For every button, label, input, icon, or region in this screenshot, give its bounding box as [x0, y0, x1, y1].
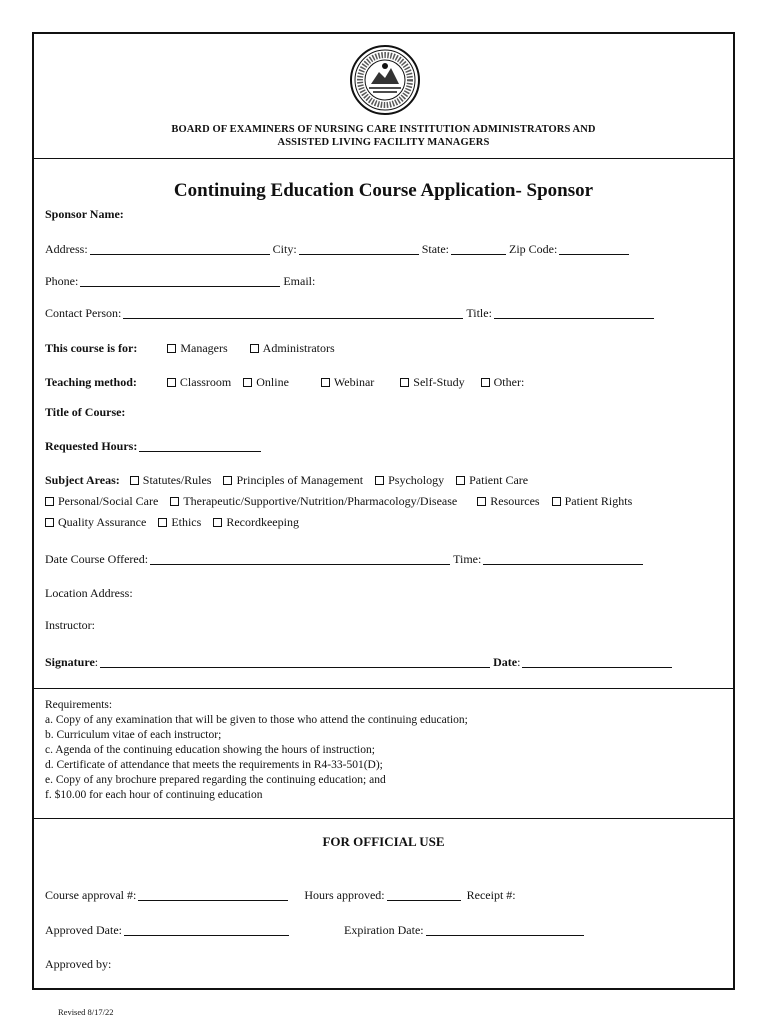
subject-therapeutic[interactable]: Therapeutic/Supportive/Nutrition/Pharmacology/Disease — [170, 494, 457, 509]
requested-hours-label: Requested Hours: — [45, 439, 138, 453]
option-managers[interactable]: Managers — [167, 341, 227, 356]
subject-personal-social-care[interactable]: Personal/Social Care — [45, 494, 158, 509]
requirements-list — [45, 698, 468, 803]
date-offered-field[interactable] — [150, 563, 450, 565]
signature-label: Signature — [45, 655, 95, 669]
checkbox-icon[interactable] — [213, 518, 222, 527]
checkbox-icon[interactable] — [243, 378, 252, 387]
checkbox-icon[interactable] — [400, 378, 409, 387]
approved-date-row — [45, 923, 721, 938]
expiration-date-field[interactable] — [426, 934, 584, 936]
sponsor-name-label: Sponsor Name: — [45, 207, 124, 221]
checkbox-icon[interactable] — [250, 344, 259, 353]
receipt-label: Receipt #: — [466, 888, 516, 902]
option-other[interactable]: Other: — [481, 375, 525, 390]
subject-principles-management[interactable]: Principles of Management — [223, 473, 363, 488]
requested-hours-row — [45, 439, 721, 454]
hours-approved-field[interactable] — [387, 899, 461, 901]
checkbox-icon[interactable] — [456, 476, 465, 485]
subject-areas-row-1 — [45, 473, 721, 488]
requirement-item: a. Copy of any examination that will be given to those who attend the continuing education; — [45, 714, 468, 726]
checkbox-icon[interactable] — [321, 378, 330, 387]
time-label: Time: — [453, 552, 482, 566]
board-line-1: BOARD OF EXAMINERS OF NURSING CARE INSTITUTION ADMINISTRATORS AND — [171, 124, 596, 135]
subject-quality-assurance[interactable]: Quality Assurance — [45, 515, 146, 530]
signature-field[interactable] — [100, 666, 490, 668]
option-online[interactable]: Online — [243, 375, 289, 390]
checkbox-icon[interactable] — [170, 497, 179, 506]
zip-label: Zip Code: — [509, 242, 558, 256]
checkbox-icon[interactable] — [375, 476, 384, 485]
course-for-row — [45, 341, 721, 356]
state-field[interactable] — [451, 253, 506, 255]
subject-patient-rights[interactable]: Patient Rights — [552, 494, 633, 509]
approved-by-row — [45, 957, 721, 972]
course-approval-label: Course approval #: — [45, 888, 137, 902]
instructor-row — [45, 618, 721, 633]
address-field[interactable] — [90, 253, 270, 255]
checkbox-icon[interactable] — [45, 518, 54, 527]
instructor-label: Instructor: — [45, 618, 95, 632]
phone-row — [45, 274, 721, 289]
city-label: City: — [272, 242, 297, 256]
application-section — [34, 158, 733, 689]
address-label: Address: — [45, 242, 88, 256]
checkbox-icon[interactable] — [223, 476, 232, 485]
contact-person-label: Contact Person: — [45, 306, 122, 320]
hours-approved-label: Hours approved: — [304, 888, 385, 902]
option-webinar[interactable]: Webinar — [321, 375, 374, 390]
date-label: Date — [493, 655, 518, 669]
checkbox-icon[interactable] — [158, 518, 167, 527]
subject-areas-row-3 — [45, 515, 721, 530]
subject-resources[interactable]: Resources — [477, 494, 539, 509]
course-for-label: This course is for: — [45, 341, 138, 355]
checkbox-icon[interactable] — [45, 497, 54, 506]
title-label: Title: — [466, 306, 492, 320]
requirement-item: f. $10.00 for each hour of continuing education — [45, 789, 263, 801]
date-field[interactable] — [522, 666, 672, 668]
form-frame — [32, 32, 735, 990]
subject-areas-label: Subject Areas: — [45, 473, 120, 487]
title-field[interactable] — [494, 317, 654, 319]
approved-by-label: Approved by: — [45, 957, 112, 971]
state-label: State: — [421, 242, 450, 256]
form-title: Continuing Education Course Application- Sponsor — [173, 180, 594, 201]
date-offered-row — [45, 552, 721, 567]
requirements-heading: Requirements: — [45, 699, 113, 711]
requirements-section — [34, 688, 733, 819]
official-use-section — [34, 818, 733, 990]
approved-date-label: Approved Date: — [45, 923, 122, 937]
subject-psychology[interactable]: Psychology — [375, 473, 444, 488]
subject-areas-row-2 — [45, 494, 721, 509]
location-label: Location Address: — [45, 586, 133, 600]
course-approval-field[interactable] — [138, 899, 288, 901]
board-line-2: ASSISTED LIVING FACILITY MANAGERS — [277, 137, 490, 148]
requested-hours-field[interactable] — [139, 450, 261, 452]
checkbox-icon[interactable] — [481, 378, 490, 387]
course-approval-row — [45, 888, 721, 903]
signature-row: Signature : Date : — [45, 655, 721, 670]
course-title-label: Title of Course: — [45, 405, 126, 419]
option-administrators[interactable]: Administrators — [250, 341, 335, 356]
board-name — [34, 123, 733, 149]
option-self-study[interactable]: Self-Study — [400, 375, 464, 390]
zip-field[interactable] — [559, 253, 629, 255]
requirement-item: e. Copy of any brochure prepared regarding the continuing education; and — [45, 774, 386, 786]
requirement-item: d. Certificate of attendance that meets the requirements in R4-33-501(D); — [45, 759, 383, 771]
city-field[interactable] — [299, 253, 419, 255]
header-section — [34, 34, 733, 159]
sponsor-name-row — [45, 207, 721, 222]
date-offered-label: Date Course Offered: — [45, 552, 149, 566]
requirement-item: b. Curriculum vitae of each instructor; — [45, 729, 222, 741]
email-label: Email: — [283, 274, 316, 288]
option-classroom[interactable]: Classroom — [167, 375, 231, 390]
phone-field[interactable] — [80, 285, 280, 287]
subject-patient-care[interactable]: Patient Care — [456, 473, 528, 488]
teaching-method-row — [45, 375, 721, 390]
requirement-item: c. Agenda of the continuing education showing the hours of instruction; — [45, 744, 375, 756]
state-seal-icon — [349, 44, 421, 116]
checkbox-icon[interactable] — [167, 344, 176, 353]
course-title-row — [45, 405, 721, 420]
revised-date: Revised 8/17/22 — [58, 1007, 114, 1017]
checkbox-icon[interactable] — [552, 497, 561, 506]
subject-recordkeeping[interactable]: Recordkeeping — [213, 515, 299, 530]
phone-label: Phone: — [45, 274, 79, 288]
time-field[interactable] — [483, 563, 643, 565]
address-row — [45, 242, 721, 257]
checkbox-icon[interactable] — [130, 476, 139, 485]
contact-row — [45, 306, 721, 321]
expiration-date-label: Expiration Date: — [343, 923, 424, 937]
approved-date-field[interactable] — [124, 934, 289, 936]
subject-ethics[interactable]: Ethics — [158, 515, 201, 530]
location-row — [45, 586, 721, 601]
contact-person-field[interactable] — [123, 317, 463, 319]
teaching-method-label: Teaching method: — [45, 375, 137, 389]
official-use-heading: FOR OFFICIAL USE — [322, 834, 445, 849]
checkbox-icon[interactable] — [167, 378, 176, 387]
subject-statutes-rules[interactable]: Statutes/Rules — [130, 473, 212, 488]
checkbox-icon[interactable] — [477, 497, 486, 506]
